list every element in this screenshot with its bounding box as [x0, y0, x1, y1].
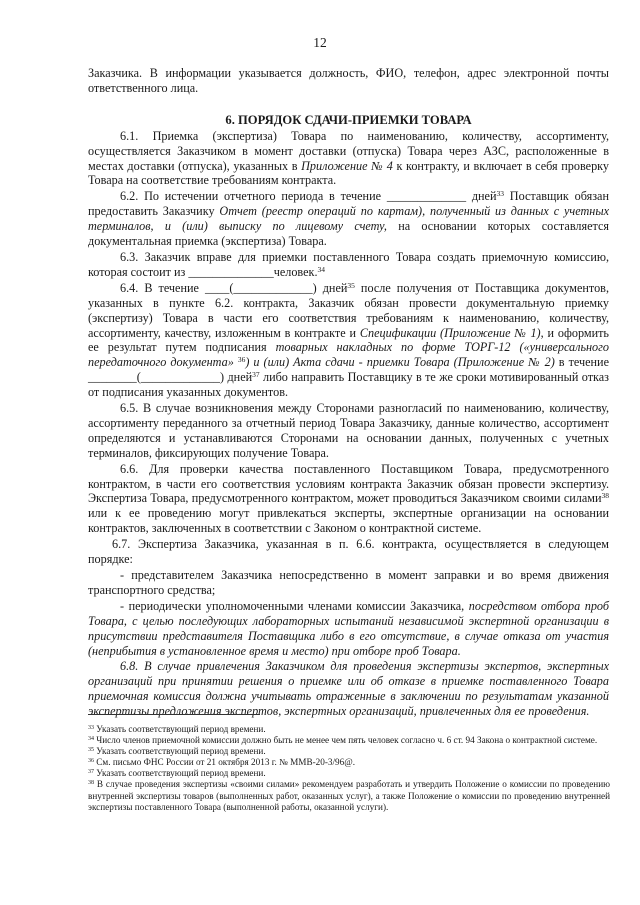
footnote: $^{36}$ См. письмо ФНС России от 21 октября 2013 г. № ММВ-20-3/96@. [88, 757, 355, 768]
footnote-ref: 34 [317, 264, 325, 274]
section-title: 6. ПОРЯДОК СДАЧИ-ПРИЕМКИ ТОВАРА [225, 112, 472, 127]
blank-field: ______________ [188, 264, 274, 279]
footnote-separator [88, 714, 260, 715]
clause-6-5: 6.5. В случае возникновения между Сторонами разногласий по наименованию, количеству, ассортименту переданного за отчетный период Товара Заказчику, данные количество, ассортимент определяются и устанавливаются Сторонами на основании данных, полученных с учетных терминалов, фиксирующих получение Товара. [88, 401, 609, 460]
footnote: $^{38}$ В случае проведения экспертизы «своими силами» рекомендуем разработать и утвердить Положение о комиссии по проведению внутренней экспертизы товаров (выполненных работ, оказанных услуг), а также Положение о комиссии по проведению внутренней экспертизы поставленного Товара (выполненной работы, оказанной услуги). [88, 779, 610, 812]
footnote: $^{33}$ Указать соответствующий период времени. [88, 724, 266, 734]
list-item: - периодически уполномоченными членами комиссии Заказчика, посредством отбора проб Товара, с целью последующих лабораторных испытаний независимой экспертной организации в присутствии представителя Поставщика либо в его отсутствие, в случае отказа от участия (неприбытия в установленное время и место) при отборе проб Товара. [88, 598, 609, 658]
footnote-ref: 37 [252, 370, 260, 380]
clause-6-4: 6.4. В течение ____(_____________) дней$^{35}$ после получения от Поставщика документов, указанных в пункте 6.2. контракта, Заказчик обязан провести документальную приемку (экспертизу) Товара в части его соответствия требованиям к наименованию, количеству, ассортименту, качеству, изложенным в контракте и Спецификации (Приложение № 1), и оформить ее результат путем подписания товарных накладных по форме ТОРГ-12 («универсального передаточного документа» $^{36}$) и (или) Акта сдачи - приемки Товара (Приложение № 2) в течение ________(_____________) дней$^{37}$ либо направить Поставщику в те же сроки мотивированный отказ от подписания указанных документов. [88, 280, 609, 400]
footnote: $^{37}$ Указать соответствующий период времени. [88, 768, 266, 779]
clause-6-2: 6.2. По истечении отчетного периода в течение _____________ дней$^{33}$ Поставщик обязан предоставить Заказчику Отчет (реестр операций по картам), полученный из данных с учетных терминалов, и (или) выписку по лицевому счету, на основании которых составляется документальная приемка (экспертиза) Товара. [88, 189, 609, 249]
list-item: - представителем Заказчика непосредственно в момент заправки и во время движения транспортного средства; [88, 568, 609, 597]
footnote-ref: 36 [237, 355, 246, 365]
blank-field: _____________ [386, 189, 467, 204]
intro-paragraph: Заказчика. В информации указывается должность, ФИО, телефон, адрес электронной почты ответственного лица. [88, 66, 609, 95]
footnote-ref: 38 [601, 491, 609, 501]
clause-6-3: 6.3. Заказчик вправе для приемки поставленного Товара создать приемочную комиссию, которая состоит из ______________человек.$^{34}$ [88, 249, 609, 279]
clause-6-6: 6.6. Для проверки качества поставленного Поставщиком Товара, предусмотренного контрактом, в части его соответствия условиям контракта Заказчик обязан провести экспертизу. Экспертиза Товара, предусмотренного контрактом, может проводиться Заказчиком своими силами$^{38}$ или к ее проведению могут привлекаться эксперты, экспертные организации на основании контрактов, заключенных в соответствии с Законом о контрактной системе. [88, 461, 609, 536]
page-body [88, 66, 609, 719]
clause-6-1: 6.1. Приемка (экспертиза) Товара по наименованию, количеству, ассортименту, осуществляется Заказчиком в момент доставки (отпуска) Товара через АЗС, расположенные в местах доставки (отпуска), указанных в Приложение № 4 к контракту, и включает в себя проверку Товара на соответствие требованиям контракта. [88, 128, 610, 188]
page-number: 12 [313, 35, 327, 50]
footnote: $^{35}$ Указать соответствующий период времени. [88, 746, 266, 757]
footnote-ref: 35 [347, 280, 355, 290]
clause-6-7: 6.7. Экспертиза Заказчика, указанная в п. 6.6. контракта, осуществляется в следующем порядке: [88, 537, 609, 567]
footnotes [88, 724, 610, 813]
footnote: $^{34}$ Число членов приемочной комиссии должно быть не менее чем пять человек согласно ч. 6 ст. 94 Закона о контрактной системе. [88, 735, 598, 746]
blank-field: ____(_____________) [204, 280, 317, 295]
footnote-ref: 33 [496, 189, 504, 199]
clause-6-8: 6.8. В случае привлечения Заказчиком для проведения экспертизы экспертов, экспертных организаций при принятии решения о приемке или об отказе в приемке поставленного Товара приемочная комиссия должна учитывать отраженные в заключении по результатам указанной экспертизы предложения экспертов, экспертных организаций, привлеченных для ее проведения. [88, 659, 609, 719]
blank-field: ________(_____________) [88, 370, 225, 385]
